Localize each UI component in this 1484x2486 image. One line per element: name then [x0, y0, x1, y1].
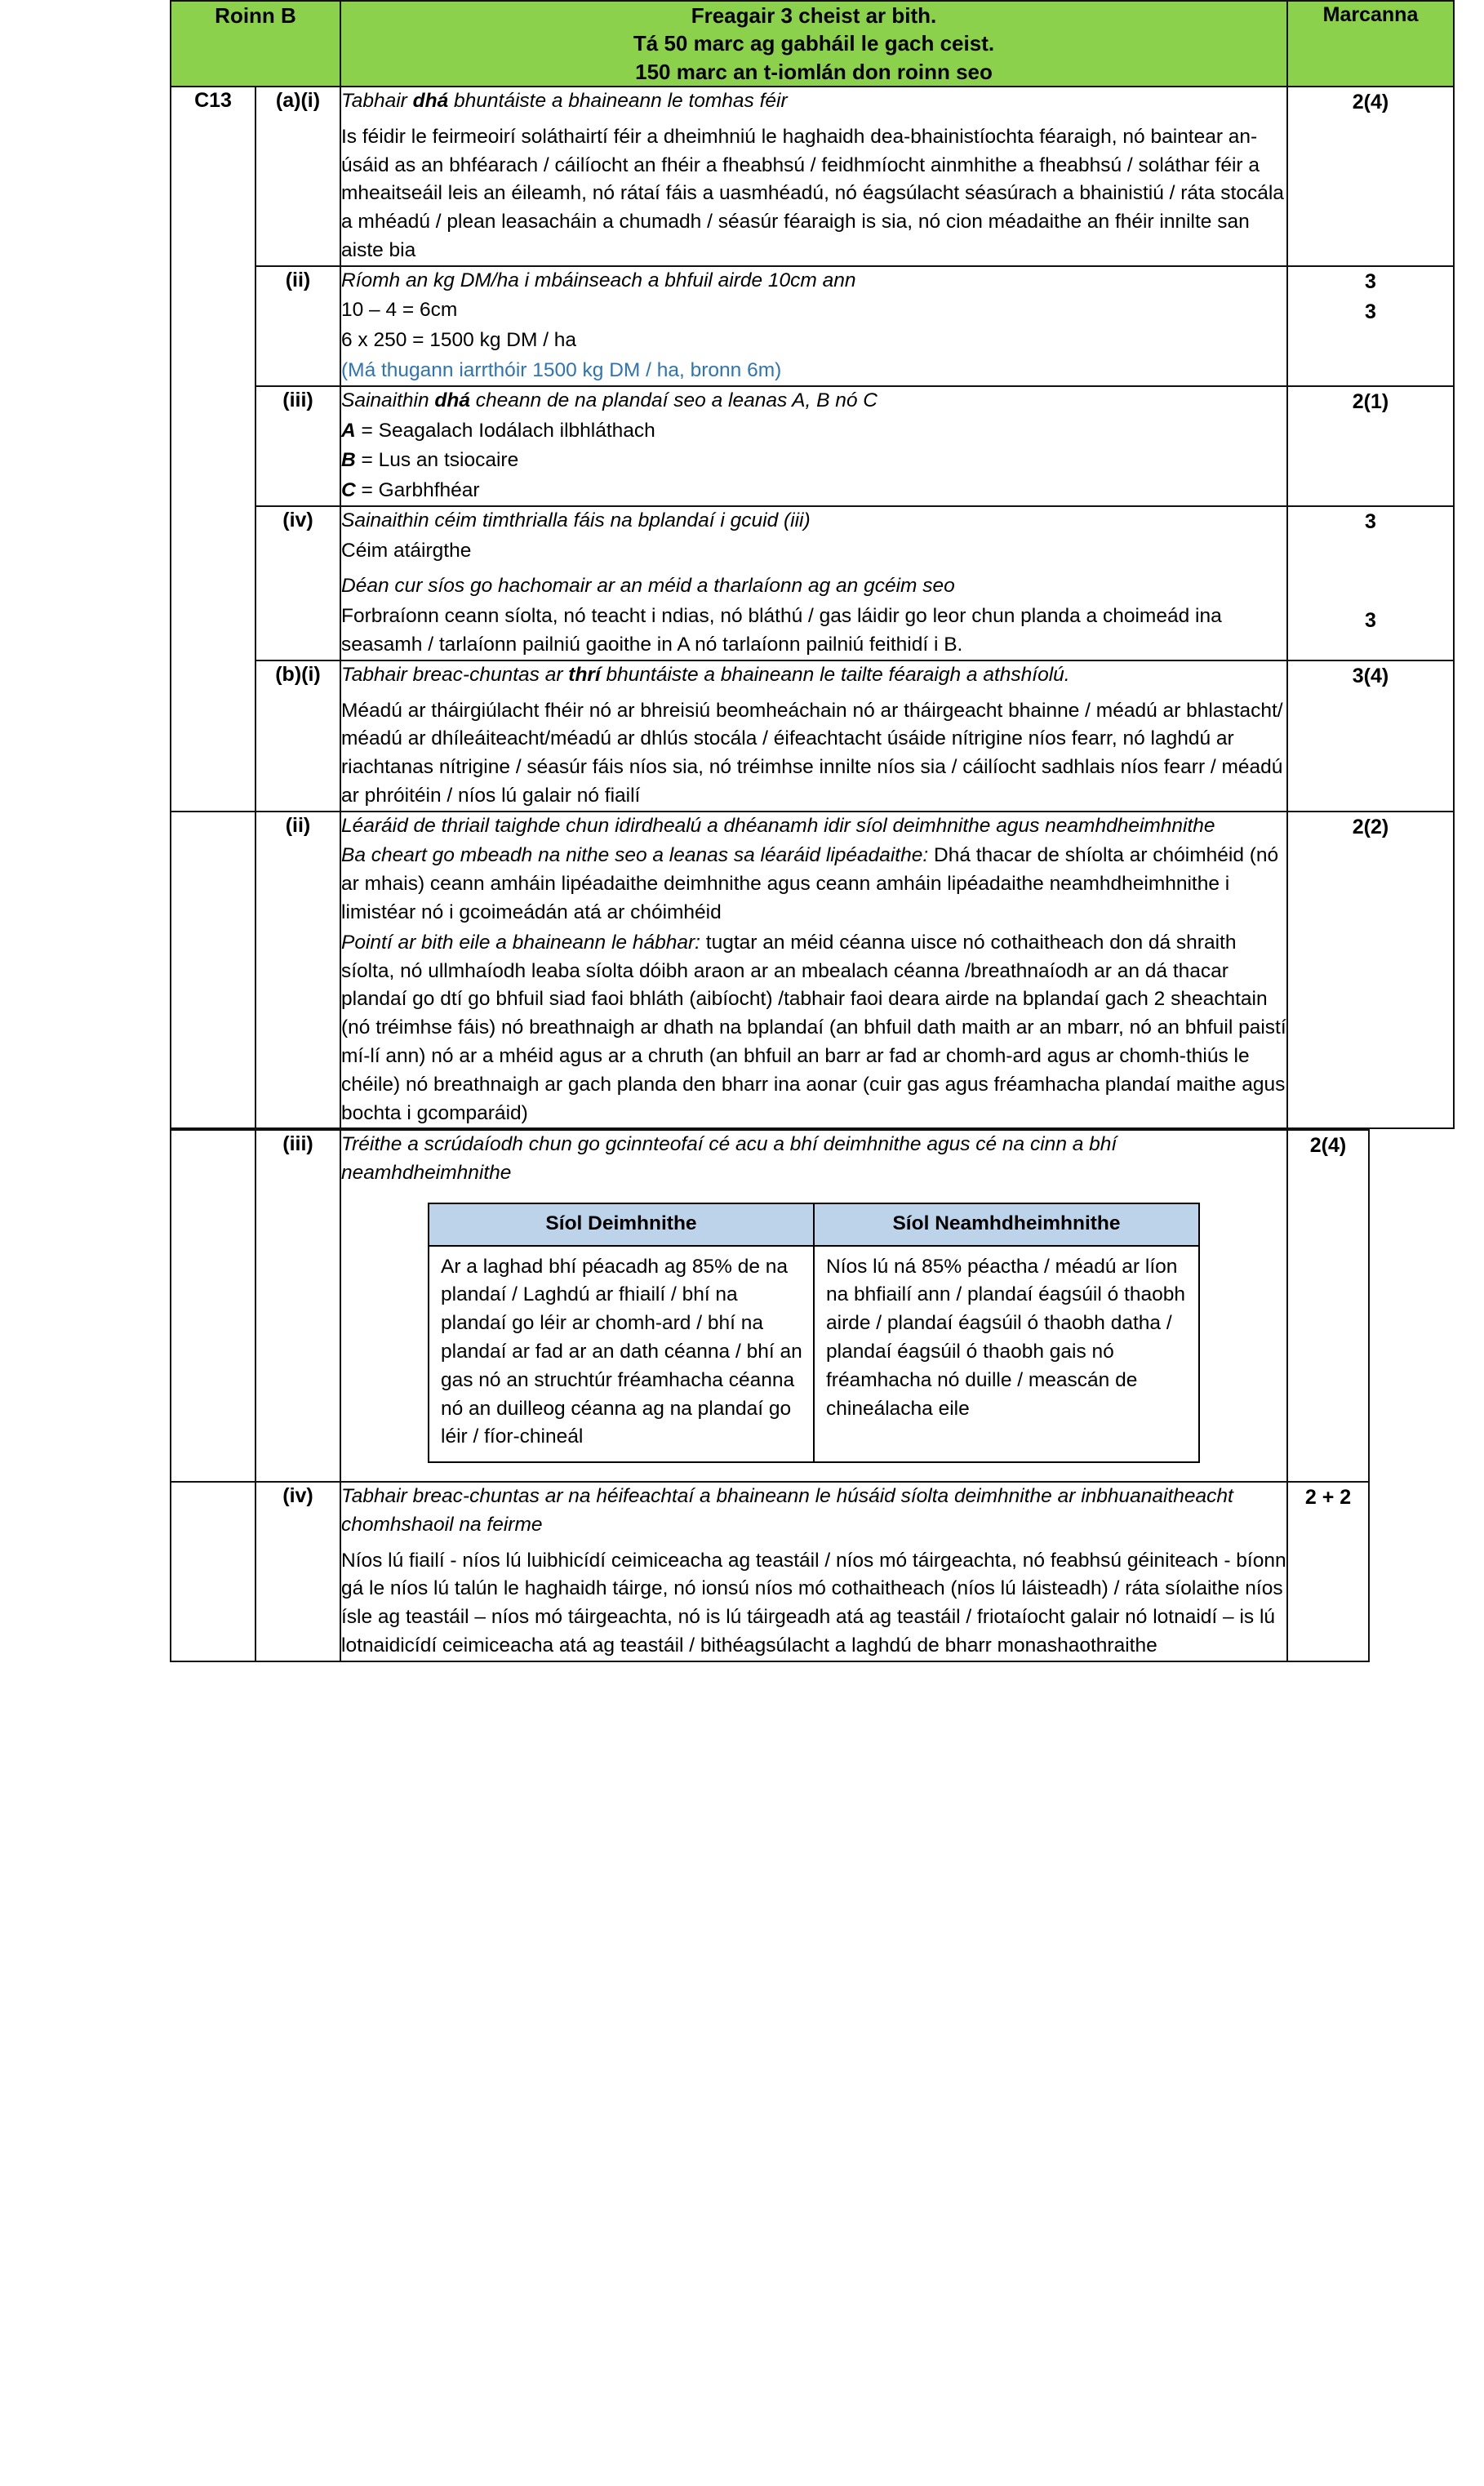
- table-row: [171, 812, 1454, 1129]
- instruction-line-3: 150 marc an t-iomlán don roinn seo: [635, 59, 993, 84]
- part-label: (ii): [285, 813, 311, 837]
- prompt-emphasis: thrí: [568, 663, 601, 686]
- answer-paragraph-1: [341, 842, 1286, 927]
- answer-body-cell: [340, 506, 1287, 660]
- question-prompt: [341, 661, 1286, 690]
- list-item: [341, 477, 1286, 505]
- item-label: B: [341, 449, 356, 472]
- marks-cell: [1287, 1130, 1369, 1482]
- marks-header-cell: [1287, 1, 1454, 87]
- table-row: [171, 1130, 1369, 1482]
- answer-lead-in-2: Pointí ar bith eile a bhaineann le hábhar:: [341, 931, 700, 954]
- part-label: (iv): [282, 1484, 313, 1508]
- question-prompt: [341, 387, 1286, 416]
- marks-value: 2(4): [1352, 90, 1389, 113]
- comparison-table-header-row: [429, 1203, 1199, 1246]
- answer-body-1: Dhá thacar de shíolta ar chóimhéid (nó ar mhais) ceann amháin lipéadaithe deimhnithe agus ceann amháin lipéadaithe neamhdheimhnithe i limistéar nó i gcoimeádán atá ar chóimhéid: [341, 844, 1279, 924]
- item-value: = Garbhfhéar: [355, 479, 480, 502]
- instruction-line-1: Freagair 3 cheist ar bith.: [691, 3, 937, 28]
- answer-body-cell: [340, 812, 1287, 1129]
- prompt-emphasis: dhá: [412, 89, 449, 112]
- calculation-line-1: 10 – 4 = 6cm: [341, 299, 458, 322]
- answer-body-cell: [340, 1130, 1287, 1482]
- question-number-cell-empty: [171, 812, 255, 1129]
- marks-cell: [1287, 506, 1454, 660]
- answer-text: Is féidir le feirmeoirí soláthairtí féir a dheimhniú le haghaidh dea-bhainistíochta féaraigh, nó baintear an-úsáid as an bhféarach / cáilíocht an fhéir a fheabhsú / feidhmíocht ainmhithe a fheabhsú / soláthar féir a mheaitseáil leis an éileamh, nó rátaí fáis a uasmhéadú, nó éagsúlacht séasúrach a bhainistiú / ráta stocála a mhéadú / plean leasacháin a chumadh / séasúr féaraigh is sia, nó cion méadaithe an fhéir innilte san aiste bia: [341, 125, 1284, 261]
- item-label: C: [341, 479, 356, 502]
- answer-body-cell: [340, 1482, 1287, 1661]
- question-number-cell-empty: [171, 1482, 255, 1661]
- instruction-line-2: Tá 50 marc ag gabháil le gach ceist.: [633, 31, 995, 56]
- answer-text-1: Céim atáirgthe: [341, 539, 472, 562]
- calculation-line-2: 6 x 250 = 1500 kg DM / ha: [341, 329, 577, 352]
- answer-text: Níos lú fiailí - níos lú luibhicídí ceimiceacha ag teastáil / níos mó táirgeachta, nó feabhsú géiniteach - bíonn gá le níos lú talún le haghaidh táirge, nó ionsú níos mó cothaitheach (níos lú láisteadh) / ráta síolaithe níos ísle ag teastáil – níos mó táirgeachta, nó is lú táirgeadh atá ag teastáil / friotaíocht galair nó lotnaidí – is lú lotnaidicídí ceimiceacha atá ag teastáil / bithéagsúlacht a laghdú de bharr monashaothraithe: [341, 1549, 1286, 1657]
- answer-text: Méadú ar tháirgiúlacht fhéir nó ar bhreisiú beomheáchain nó ar tháirgeacht bhainne / méadú ar bhlastacht/ méadú ar dhíleáiteacht/méadú ar dhlús stocála / éifeachtacht úsáide nítrigine níos fearr, nó laghdú ar riachtanas nítrigine / séasúr fáis níos sia, nó tréimhse innilte níos sia / cáilíocht sadhlais níos fearr / méadú ar phróitéin / níos lú galair nó fiailí: [341, 699, 1283, 807]
- section-label-cell: [171, 1, 340, 87]
- cell-uncertified-seed: Níos lú ná 85% péactha / méadú ar líon na bhfiailí ann / plandaí éagsúil ó thaobh airde / plandaí éagsúil ó thaobh datha / plandaí éagsúil ó thaobh gais nó fréamhacha nó duille / meascán de chineálacha eile: [814, 1246, 1199, 1462]
- item-label: A: [341, 419, 356, 442]
- prompt-post: bhuntáiste a bhaineann le tomhas féir: [448, 89, 788, 112]
- marks-cell: [1287, 660, 1454, 812]
- marks-value-1: 3: [1365, 269, 1376, 293]
- marks-value-1: 3: [1365, 509, 1376, 533]
- marks-cell: [1287, 386, 1454, 506]
- answer-body-cell: [340, 386, 1287, 506]
- question-prompt: Léaráid de thriail taighde chun idirdhealú a dhéanamh idir síol deimhnithe agus neamhdheimhnithe: [341, 814, 1215, 837]
- marks-cell: [1287, 812, 1454, 1129]
- table-row: [171, 87, 1454, 266]
- part-label-cell: [255, 506, 340, 660]
- instructions-cell: [340, 1, 1287, 87]
- marks-value-2: 3: [1365, 300, 1376, 324]
- table-header-row: [171, 1, 1454, 87]
- list-item: [341, 417, 1286, 446]
- item-value: = Lus an tsiocaire: [355, 449, 519, 472]
- part-label: (iii): [282, 388, 313, 411]
- question-prompt: [341, 87, 1286, 116]
- comparison-table-row: [429, 1246, 1199, 1462]
- marks-value-2: 3: [1365, 609, 1376, 633]
- table-row: [171, 506, 1454, 660]
- table-row: [171, 386, 1454, 506]
- question-prompt-1: Sainaithin céim timthrialla fáis na bplandaí i gcuid (iii): [341, 509, 811, 531]
- part-label-cell: [255, 812, 340, 1129]
- question-prompt: Tabhair breac-chuntas ar na héifeachtaí a bhaineann le húsáid síolta deimhnithe ar inbhuanaitheacht chomhshaoil na feirme: [341, 1485, 1233, 1536]
- section-label: Roinn B: [215, 3, 296, 28]
- marks-value: 2(1): [1352, 389, 1389, 413]
- prompt-pre: Sainaithin: [341, 389, 435, 411]
- part-label-cell: [255, 1130, 340, 1482]
- table-row: [171, 1482, 1369, 1661]
- marks-header-label: Marcanna: [1322, 3, 1419, 26]
- cell-certified-seed: Ar a laghad bhí péacadh ag 85% de na plandaí / Laghdú ar fhiailí / bhí na plandaí go léir ar chomh-ard / bhí na plandaí ar fad ar an dath céanna / bhí an gas nó an struchtúr fréamhacha céanna nó an duilleog céanna ag na plandaí go léir / fíor-chineál: [429, 1246, 814, 1462]
- examiner-note: (Má thugann iarrthóir 1500 kg DM / ha, bronn 6m): [341, 358, 782, 381]
- comparison-table-wrapper: [341, 1190, 1286, 1481]
- marks-value: 2(2): [1352, 815, 1389, 838]
- marks-value: 3(4): [1352, 664, 1389, 687]
- part-label: (iv): [282, 508, 313, 531]
- part-label-cell: [255, 1482, 340, 1661]
- answer-text-2: Forbraíonn ceann síolta, nó teacht i ndias, nó bláthú / gas láidir go leor chun planda a choimeád ina seasamh / tarlaíonn pailniú gaoithe in A nó tarlaíonn pailniú feithidí i B.: [341, 605, 1222, 656]
- answer-body-cell: [340, 266, 1287, 386]
- marks-cell: [1287, 1482, 1369, 1661]
- prompt-post: cheann de na plandaí seo a leanas A, B nó C: [469, 389, 878, 411]
- part-label: (b)(i): [275, 662, 321, 686]
- part-label: (iii): [282, 1132, 313, 1156]
- item-value: = Seagalach Iodálach ilbhláthach: [355, 419, 655, 442]
- marks-cell: [1287, 87, 1454, 266]
- prompt-post: bhuntáiste a bhaineann le tailte féaraigh a athshíolú.: [600, 663, 1070, 686]
- part-label-cell: [255, 266, 340, 386]
- marking-scheme-table-top: [170, 0, 1455, 1129]
- marks-cell: [1287, 266, 1454, 386]
- part-label: (ii): [285, 268, 311, 291]
- part-label-cell: [255, 660, 340, 812]
- answer-body-cell: [340, 87, 1287, 266]
- answer-paragraph-2: [341, 929, 1286, 1127]
- marks-value: 2(4): [1309, 1134, 1347, 1158]
- question-prompt: Ríomh an kg DM/ha i mbáinseach a bhfuil airde 10cm ann: [341, 269, 856, 291]
- column-header-uncertified-seed: Síol Neamhdheimhnithe: [814, 1203, 1199, 1246]
- table-row: [171, 266, 1454, 386]
- prompt-pre: Tabhair: [341, 89, 413, 112]
- part-label-cell: [255, 87, 340, 266]
- column-header-certified-seed: Síol Deimhnithe: [429, 1203, 814, 1246]
- question-number: C13: [194, 88, 232, 112]
- question-prompt: Tréithe a scrúdaíodh chun go gcinnteofaí cé acu a bhí deimhnithe agus cé na cinn a bhí neamhdheimhnithe: [341, 1133, 1117, 1185]
- list-item: [341, 447, 1286, 475]
- prompt-emphasis: dhá: [434, 389, 470, 411]
- answer-body-cell: [340, 660, 1287, 812]
- question-number-cell: [171, 87, 255, 812]
- question-number-cell-empty: [171, 1130, 255, 1482]
- answer-body-2: tugtar an méid céanna uisce nó cothaitheach don dá shraith síolta, nó ullmhaíodh leaba síolta dóibh araon ar an mbealach céanna /breathnaíodh ar an dá thacar plandaí go dtí go bhfuil siad faoi bhláth (aibíocht) /tabhair faoi deara airde na bplandaí gach 2 sheachtain (nó tréimhse fáis) nó breathnaigh ar dhath na bplandaí (an bhfuil dath maith ar an mbarr, nó an bhfuil paistí mí-lí ann) nó ar a mhéid agus ar a chruth (an bhfuil an barr ar fad ar chomh-ard agus ar chomh-thiús le chéile) nó breathnaigh ar gach planda den bharr ina aonar (cuir gas agus fréamhacha plandaí maithe agus bochta i gcomparáid): [341, 931, 1286, 1124]
- table-row: [171, 660, 1454, 812]
- part-label: (a)(i): [275, 88, 321, 112]
- seed-comparison-table: [428, 1203, 1200, 1463]
- marking-scheme-table-bottom: [170, 1129, 1370, 1662]
- prompt-pre: Tabhair breac-chuntas ar: [341, 663, 569, 686]
- part-label-cell: [255, 386, 340, 506]
- answer-lead-in-1: Ba cheart go mbeadh na nithe seo a leanas sa léaráid lipéadaithe:: [341, 844, 929, 867]
- marks-value: 2 + 2: [1304, 1486, 1352, 1510]
- question-prompt-2: Déan cur síos go hachomair ar an méid a tharlaíonn ag an gcéim seo: [341, 575, 955, 598]
